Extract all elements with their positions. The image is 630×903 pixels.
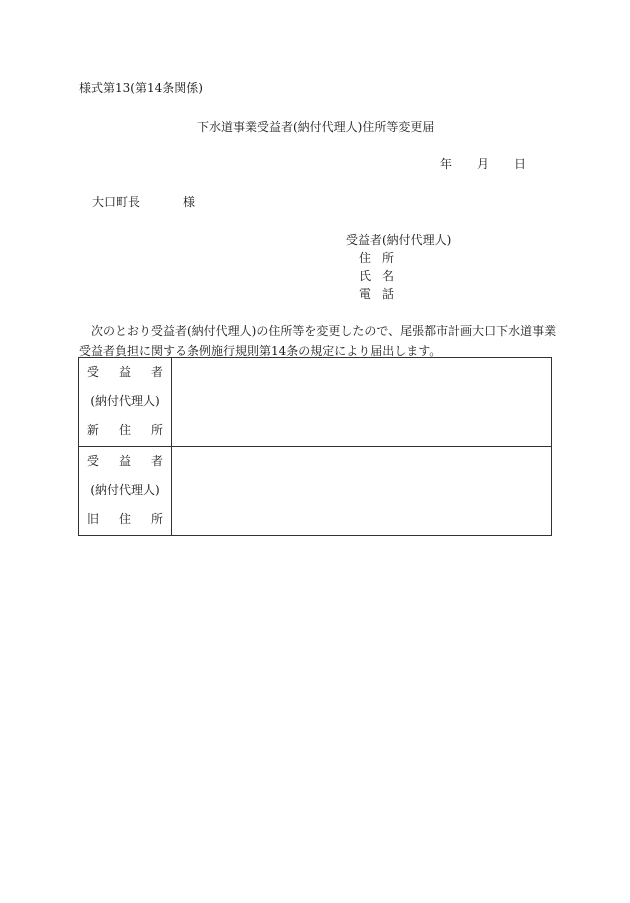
form-number: 様式第13(第14条関係): [79, 81, 203, 95]
table-row-old-address: [79, 447, 552, 536]
year-label: 年: [440, 157, 453, 171]
applicant-address-label: 住 所: [359, 251, 394, 265]
month-label: 月: [476, 157, 489, 171]
label-line-new-address: 新 住 所: [87, 423, 163, 437]
new-address-value-cell[interactable]: [172, 358, 552, 447]
label-line-beneficiary: 受 益 者: [87, 365, 163, 379]
table-row-new-address: [79, 358, 552, 447]
day-label: 日: [513, 157, 526, 171]
label-line-agent: (納付代理人): [90, 483, 160, 497]
body-text: 次のとおり受益者(納付代理人)の住所等を変更したので、尾張都市計画大口下水道事業受益者負担に関する条例施行規則第14条の規定により届出します。: [79, 324, 557, 358]
addressee-name: 大口町長: [92, 195, 141, 209]
date-line: [440, 157, 526, 171]
addressee-honorific: 様: [183, 195, 196, 209]
applicant-phone-label: 電 話: [359, 287, 394, 301]
applicant-heading: 受益者(納付代理人): [346, 233, 452, 247]
label-line-beneficiary: 受 益 者: [87, 454, 163, 468]
label-line-old-address: 旧 住 所: [87, 512, 163, 526]
applicant-name-label: 氏 名: [359, 269, 394, 283]
old-address-label-cell: [79, 447, 172, 536]
address-change-table: [78, 357, 552, 536]
label-line-agent: (納付代理人): [90, 394, 160, 408]
new-address-label-cell: [79, 358, 172, 447]
document-title: 下水道事業受益者(納付代理人)住所等変更届: [197, 120, 435, 134]
old-address-value-cell[interactable]: [172, 447, 552, 536]
